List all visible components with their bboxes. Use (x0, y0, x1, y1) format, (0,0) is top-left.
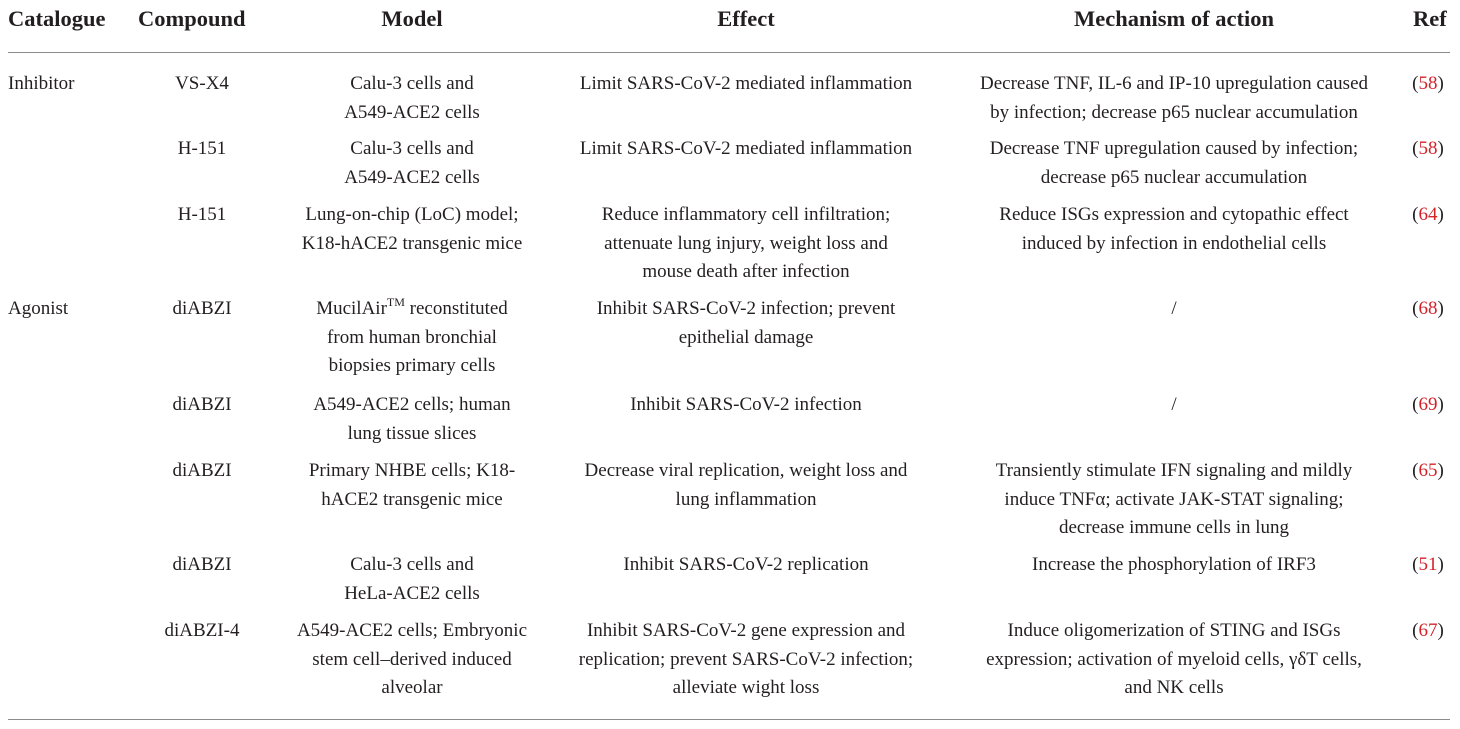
effect-line: mouse death after infection (642, 261, 850, 283)
model-line: stem cell–derived induced (312, 648, 512, 670)
effect-line: replication; prevent SARS-CoV-2 infection; (578, 648, 914, 670)
mechanism-line: Increase the phosphorylation of IRF3 (1032, 554, 1316, 575)
effect-line: Limit SARS-CoV-2 mediated inflammation (579, 138, 913, 159)
effect-line: Inhibit SARS-CoV-2 gene expression and (586, 620, 906, 641)
reference-link[interactable]: 67 (1418, 620, 1438, 641)
cell-effect (546, 457, 946, 514)
cell-mechanism (956, 135, 1392, 192)
effect-line: Limit SARS-CoV-2 mediated inflammation (579, 73, 913, 94)
reference-link[interactable]: 69 (1418, 394, 1438, 415)
bottom-rule (8, 719, 1450, 720)
reference-link[interactable]: 64 (1418, 204, 1438, 225)
model-line: HeLa-ACE2 cells (344, 582, 480, 604)
model-line: K18-hACE2 transgenic mice (301, 232, 523, 254)
mechanism-line: expression; activation of myeloid cells, γδT cells, (986, 648, 1362, 670)
compound-text: diABZI (172, 554, 232, 575)
ref-paren-close: ) (1437, 204, 1444, 225)
mechanism-line: decrease p65 nuclear accumulation (1040, 166, 1308, 188)
compound-text: H-151 (177, 138, 227, 159)
header-effect: Effect (717, 6, 775, 31)
ref-paren-close: ) (1437, 138, 1444, 159)
mechanism-line: Decrease TNF upregulation caused by infection; (989, 138, 1359, 159)
cell-compound (138, 295, 266, 324)
cell-ref (1400, 135, 1456, 164)
cell-effect (546, 135, 946, 164)
cell-effect (546, 201, 946, 287)
cell-model (282, 70, 542, 127)
ref-paren-close: ) (1437, 460, 1444, 481)
cell-ref (1400, 70, 1456, 99)
model-line: Lung-on-chip (LoC) model; (305, 204, 519, 225)
cell-ref (1400, 617, 1456, 646)
cell-compound (138, 135, 266, 164)
model-line: hACE2 transgenic mice (321, 488, 503, 510)
mechanism-line: by infection; decrease p65 nuclear accumulation (990, 101, 1358, 123)
cell-mechanism (956, 551, 1392, 580)
trademark-superscript: TM (386, 294, 405, 309)
model-text: MucilAir (316, 298, 387, 319)
model-line: lung tissue slices (347, 422, 477, 444)
cell-mechanism (956, 70, 1392, 127)
effect-line: Inhibit SARS-CoV-2 infection; prevent (596, 298, 896, 319)
compound-text: diABZI (172, 460, 232, 481)
ref-paren-open: ( (1412, 204, 1419, 225)
effect-line: epithelial damage (678, 326, 814, 348)
ref-paren-open: ( (1412, 298, 1419, 319)
cell-model (282, 295, 542, 381)
cell-ref (1400, 201, 1456, 230)
reference-link[interactable]: 51 (1418, 554, 1438, 575)
model-line (282, 295, 542, 324)
cell-compound (138, 457, 266, 486)
cell-mechanism (956, 201, 1392, 258)
ref-paren-open: ( (1412, 138, 1419, 159)
mechanism-line: decrease immune cells in lung (1058, 517, 1290, 539)
cell-ref (1400, 391, 1456, 420)
cell-catalogue (8, 70, 128, 99)
ref-paren-open: ( (1412, 73, 1419, 94)
effect-line: alleviate wight loss (672, 677, 820, 699)
cell-effect (546, 70, 946, 99)
cell-compound (138, 391, 266, 420)
cell-model (282, 201, 542, 258)
cell-compound (138, 617, 266, 646)
cell-effect (546, 551, 946, 580)
effect-line: Decrease viral replication, weight loss and (584, 460, 908, 481)
model-line: Calu-3 cells and (350, 138, 474, 159)
header-rule (8, 52, 1450, 53)
cell-mechanism (956, 295, 1392, 324)
cell-model (282, 391, 542, 448)
header-mechanism: Mechanism of action (1074, 6, 1274, 31)
effect-line: Inhibit SARS-CoV-2 infection (630, 394, 862, 415)
model-line: A549-ACE2 cells (344, 166, 480, 188)
cell-model (282, 617, 542, 703)
cell-effect (546, 617, 946, 703)
cell-model (282, 135, 542, 192)
ref-paren-close: ) (1437, 554, 1444, 575)
cell-effect (546, 391, 946, 420)
cell-model (282, 551, 542, 608)
ref-paren-open: ( (1412, 394, 1419, 415)
model-line: Calu-3 cells and (350, 554, 474, 575)
mechanism-line: Reduce ISGs expression and cytopathic effect (999, 204, 1349, 225)
cell-mechanism (956, 391, 1392, 420)
compound-text: H-151 (177, 204, 227, 225)
catalogue-text: Agonist (8, 298, 69, 319)
header-ref: Ref (1413, 6, 1447, 31)
cell-mechanism (956, 457, 1392, 543)
mechanism-line: Decrease TNF, IL-6 and IP-10 upregulation caused (979, 73, 1369, 94)
reference-link[interactable]: 68 (1418, 298, 1438, 319)
compound-text: diABZI (172, 394, 232, 415)
reference-link[interactable]: 58 (1418, 138, 1438, 159)
cell-model (282, 457, 542, 514)
model-line: biopsies primary cells (328, 355, 496, 377)
cell-compound (138, 201, 266, 230)
model-line: from human bronchial (327, 326, 497, 348)
effect-line: lung inflammation (675, 488, 817, 510)
model-line: Primary NHBE cells; K18- (308, 460, 516, 481)
mechanism-line: induced by infection in endothelial cells (1021, 232, 1327, 254)
cell-ref (1400, 295, 1456, 324)
header-catalogue: Catalogue (8, 6, 106, 31)
model-line: alveolar (381, 677, 443, 699)
model-line: A549-ACE2 cells; Embryonic (296, 620, 528, 641)
cell-ref (1400, 551, 1456, 580)
cell-catalogue (8, 295, 128, 324)
ref-paren-close: ) (1437, 394, 1444, 415)
cell-effect (546, 295, 946, 352)
compound-text: VS-X4 (175, 73, 229, 94)
model-line: A549-ACE2 cells (344, 101, 480, 123)
reference-link[interactable]: 58 (1418, 73, 1438, 94)
header-model: Model (381, 6, 443, 31)
ref-paren-open: ( (1412, 460, 1419, 481)
cell-compound (138, 551, 266, 580)
ref-paren-close: ) (1437, 73, 1444, 94)
ref-paren-close: ) (1437, 620, 1444, 641)
effect-line: Inhibit SARS-CoV-2 replication (623, 554, 869, 575)
cell-ref (1400, 457, 1456, 486)
reference-link[interactable]: 65 (1418, 460, 1438, 481)
ref-paren-open: ( (1412, 620, 1419, 641)
mechanism-line: / (1171, 298, 1177, 319)
compound-text: diABZI (172, 298, 232, 319)
mechanism-line: induce TNFα; activate JAK-STAT signaling; (1004, 488, 1344, 510)
catalogue-text: Inhibitor (8, 73, 75, 94)
mechanism-line: Transiently stimulate IFN signaling and mildly (995, 460, 1353, 481)
header-compound: Compound (138, 6, 246, 31)
model-line: Calu-3 cells and (350, 73, 474, 94)
cell-compound (138, 70, 266, 99)
effect-line: Reduce inflammatory cell infiltration; (601, 204, 891, 225)
mechanism-line: and NK cells (1124, 677, 1224, 699)
model-text-rest: reconstituted (404, 298, 508, 319)
model-line: A549-ACE2 cells; human (313, 394, 511, 415)
cell-mechanism (956, 617, 1392, 703)
ref-paren-open: ( (1412, 554, 1419, 575)
mechanism-line: / (1171, 394, 1177, 415)
compound-text: diABZI-4 (164, 620, 240, 641)
effect-line: attenuate lung injury, weight loss and (604, 232, 888, 254)
ref-paren-close: ) (1437, 298, 1444, 319)
mechanism-line: Induce oligomerization of STING and ISGs (1007, 620, 1341, 641)
